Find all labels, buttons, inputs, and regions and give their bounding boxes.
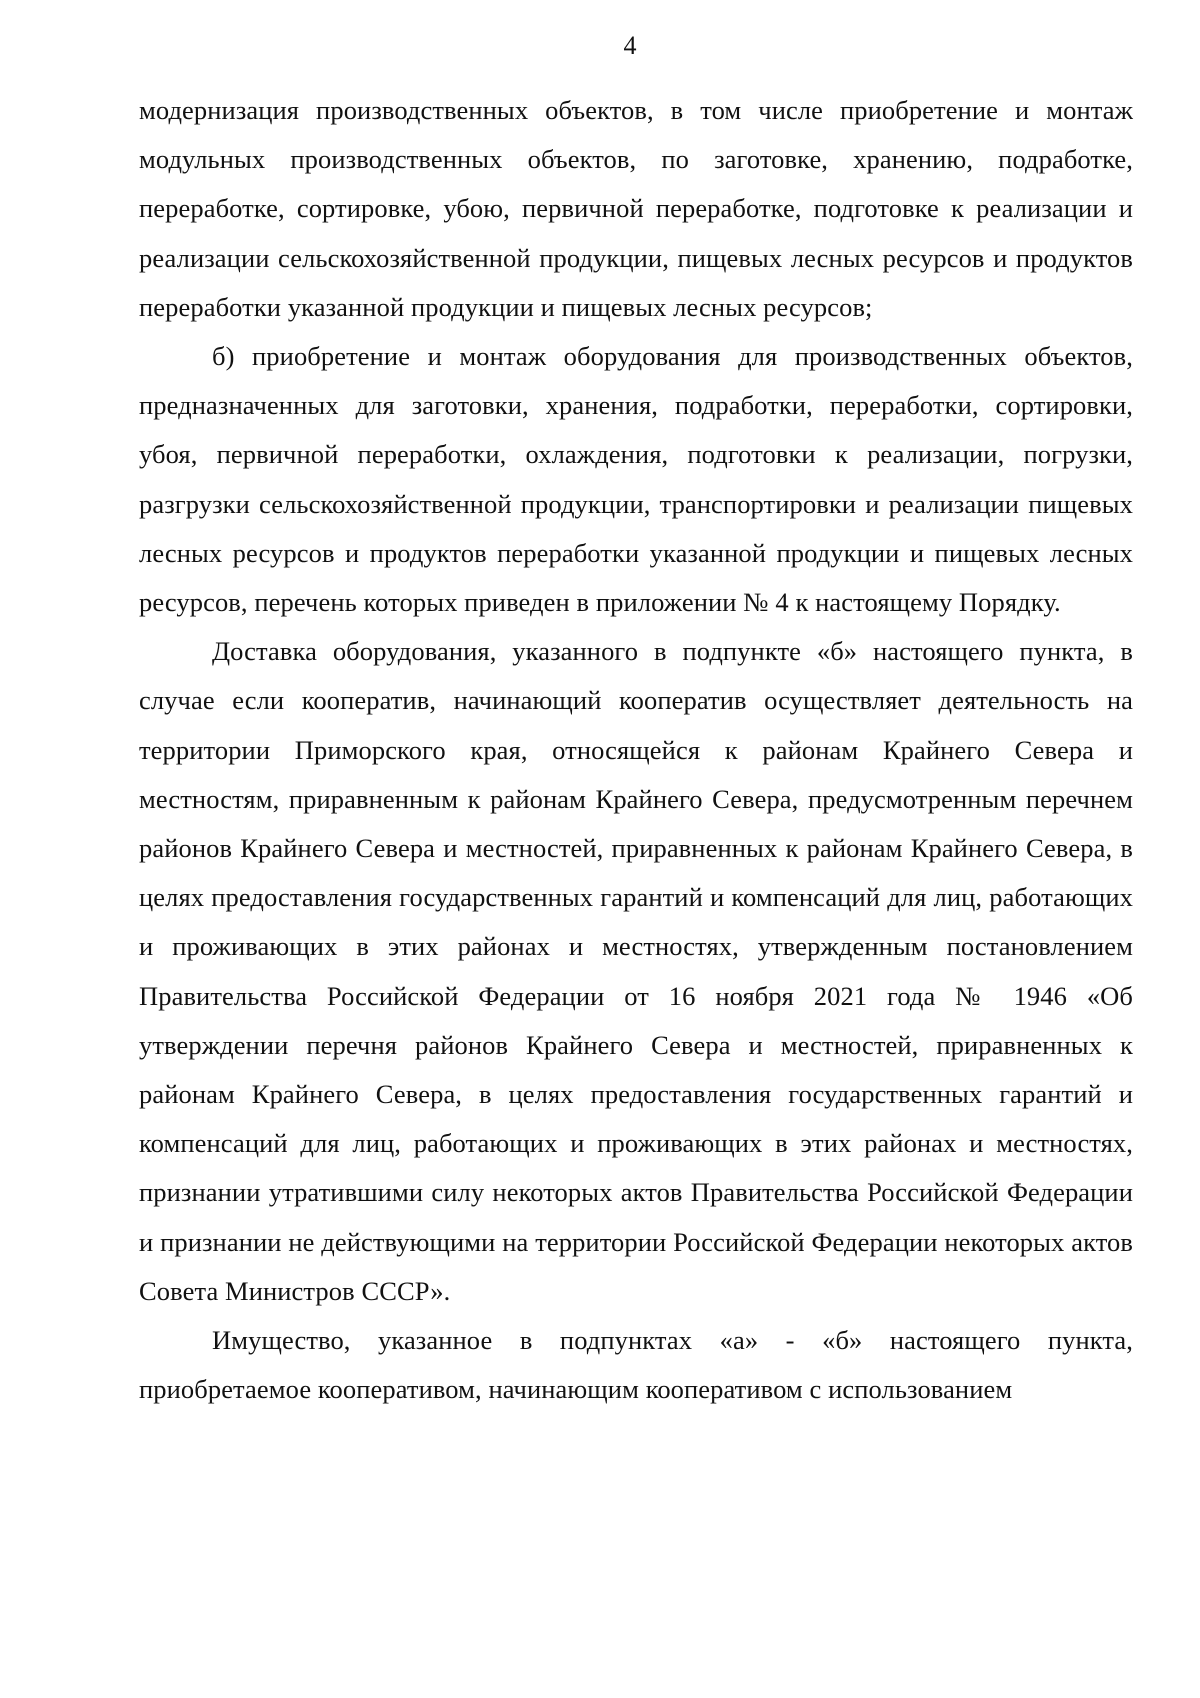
paragraph-property: Имущество, указанное в подпунктах «а» - «б» настоящего пункта, приобретаемое кооперативом, начинающим кооперативом с использованием bbox=[139, 1325, 1133, 1405]
page-number: 4 bbox=[623, 31, 637, 60]
paragraph-subitem-b: б) приобретение и монтаж оборудования для производственных объектов, предназначенных для заготовки, хранения, подработки, переработки, сортировки, убоя, первичной переработки, охлаждения, подготовки к реализации, погрузки, разгрузки сельскохозяйственной продукции, транспортировки и реализации пищевых лесных ресурсов и продуктов переработки указанной продукции и пищевых лесных ресурсов, перечень которых приведен в приложении № 4 к настоящему Порядку. bbox=[139, 341, 1133, 618]
paragraph-continuation: модернизация производственных объектов, в том числе приобретение и монтаж модульных производственных объектов, по заготовке, хранению, подработке, переработке, сортировке, убою, первичной переработке, подготовке к реализации и реализации сельскохозяйственной продукции, пищевых лесных ресурсов и продуктов переработки указанной продукции и пищевых лесных ресурсов; bbox=[139, 95, 1133, 322]
paragraph-delivery: Доставка оборудования, указанного в подпункте «б» настоящего пункта, в случае если кооператив, начинающий кооператив осуществляет деятельность на территории Приморского края, относящейся к районам Крайнего Севера и местностям, приравненным к районам Крайнего Севера, предусмотренным перечнем районов Крайнего Севера и местностей, приравненных к районам Крайнего Севера, в целях предоставления государственных гарантий и компенсаций для лиц, работающих и проживающих в этих районах и местностях, утвержденным постановлением Правительства Российской Федерации от 16 ноября 2021 года № 1946 «Об утверждении перечня районов Крайнего Севера и местностей, приравненных к районам Крайнего Севера, в целях предоставления государственных гарантий и компенсаций для лиц, работающих и проживающих в этих районах и местностях, признании утратившими силу некоторых актов Правительства Российской Федерации и признании не действующими на территории Российской Федерации некоторых актов Совета Министров СССР». bbox=[139, 636, 1133, 1306]
document-body bbox=[139, 86, 1133, 1414]
